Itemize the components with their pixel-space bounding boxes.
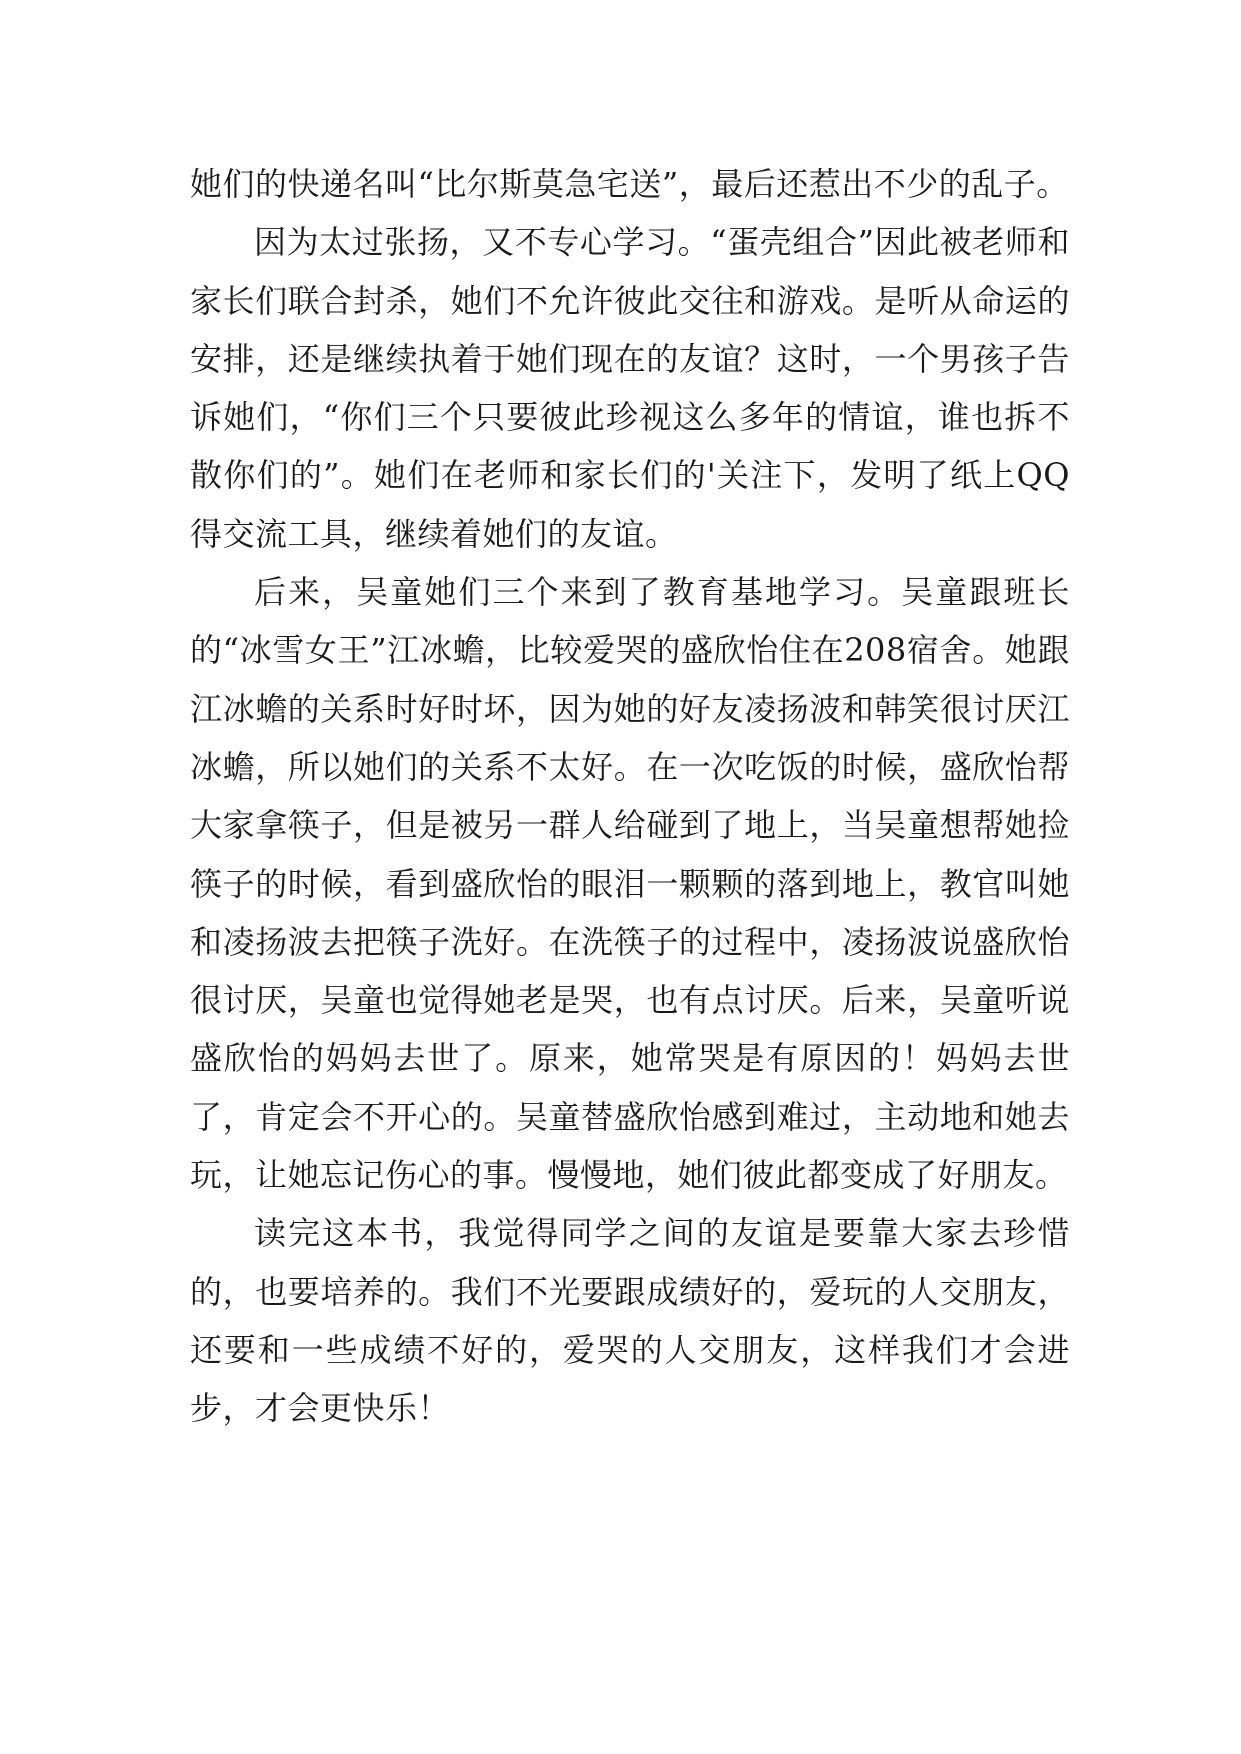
paragraph-1: 她们的快递名叫“比尔斯莫急宅送”，最后还惹出不少的乱子。	[190, 165, 1069, 203]
paragraph-4: 读完这本书，我觉得同学之间的友谊是要靠大家去珍惜的，也要培养的。我们不光要跟成绩好的，爱玩的人交朋友，还要和一些成绩不好的，爱哭的人交朋友，这样我们才会进步，才会更快乐！	[190, 1214, 1070, 1428]
paragraph-2: 因为太过张扬，又不专心学习。“蛋壳组合”因此被老师和家长们联合封杀，她们不允许彼此交往和游戏。是听从命运的安排，还是继续执着于她们现在的友谊？这时，一个男孩子告诉她们，“你们三个只要彼此珍视这么多年的情谊，谁也拆不散你们的”。她们在老师和家长们的'关注下，发明了纸上QQ得交流工具，继续着她们的友谊。	[190, 223, 1070, 553]
document-body	[190, 155, 1070, 1438]
paragraph-3: 后来，吴童她们三个来到了教育基地学习。吴童跟班长的“冰雪女王”江冰蟾，比较爱哭的盛欣怡住在208宿舍。她跟江冰蟾的关系时好时坏，因为她的好友凌扬波和韩笑很讨厌江冰蟾，所以她们的关系不太好。在一次吃饭的时候，盛欣怡帮大家拿筷子，但是被另一群人给碰到了地上，当吴童想帮她捡筷子的时候，看到盛欣怡的眼泪一颗颗的落到地上，教官叫她和凌扬波去把筷子洗好。在洗筷子的过程中，凌扬波说盛欣怡很讨厌，吴童也觉得她老是哭，也有点讨厌。后来，吴童听说盛欣怡的妈妈去世了。原来，她常哭是有原因的！妈妈去世了，肯定会不开心的。吴童替盛欣怡感到难过，主动地和她去玩，让她忘记伤心的事。慢慢地，她们彼此都变成了好朋友。	[190, 573, 1070, 1195]
